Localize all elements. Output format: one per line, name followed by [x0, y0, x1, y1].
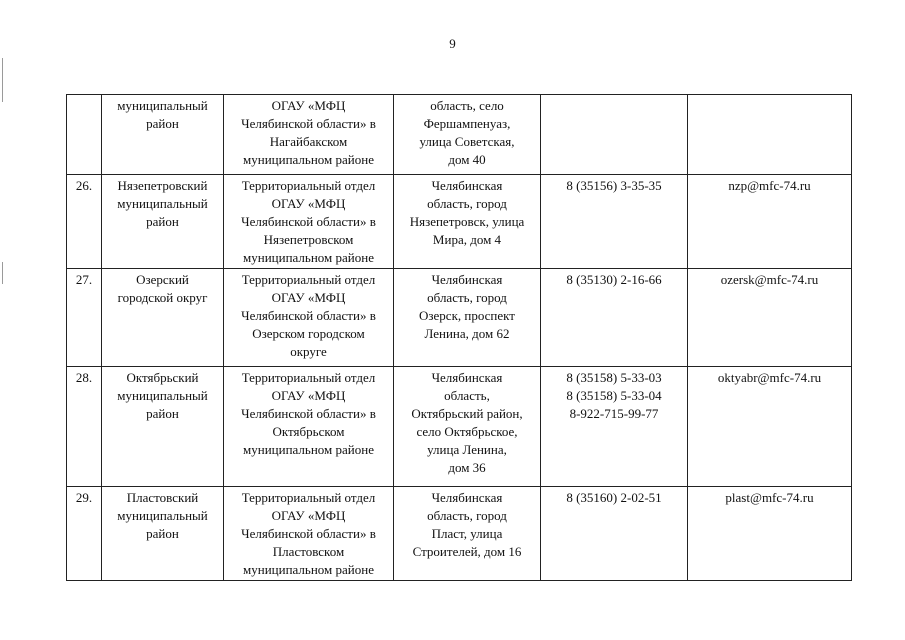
phone-cell	[541, 95, 688, 175]
office-name-cell: Территориальный отдел ОГАУ «МФЦ Челябинской области» в Пластовском муниципальном районе	[224, 487, 394, 581]
table-row	[67, 95, 852, 175]
office-name-cell: Территориальный отдел ОГАУ «МФЦ Челябинской области» в Нязепетровском муниципальном районе	[224, 175, 394, 269]
email-cell	[688, 95, 852, 175]
office-name-cell: ОГАУ «МФЦ Челябинской области» в Нагайбакском муниципальном районе	[224, 95, 394, 175]
municipality-cell: Озерский городской округ	[102, 269, 224, 367]
municipality-cell: муниципальный район	[102, 95, 224, 175]
address-cell: область, село Фершампенуаз, улица Советская, дом 40	[394, 95, 541, 175]
email-cell: plast@mfc-74.ru	[688, 487, 852, 581]
email-cell: oktyabr@mfc-74.ru	[688, 367, 852, 487]
scan-edge-mark-bottom	[2, 262, 3, 284]
address-cell: Челябинская область, город Пласт, улица Строителей, дом 16	[394, 487, 541, 581]
scan-edge-mark-top	[2, 58, 3, 102]
phone-cell: 8 (35158) 5-33-03 8 (35158) 5-33-04 8-922-715-99-77	[541, 367, 688, 487]
municipality-cell: Нязепетровский муниципальный район	[102, 175, 224, 269]
office-name-cell: Территориальный отдел ОГАУ «МФЦ Челябинской области» в Октябрьском муниципальном районе	[224, 367, 394, 487]
municipality-cell: Пластовский муниципальный район	[102, 487, 224, 581]
table-row	[67, 367, 852, 487]
email-cell: nzp@mfc-74.ru	[688, 175, 852, 269]
row-number	[67, 95, 102, 175]
table-row	[67, 269, 852, 367]
row-number: 26.	[67, 175, 102, 269]
office-name-cell: Территориальный отдел ОГАУ «МФЦ Челябинской области» в Озерском городском округе	[224, 269, 394, 367]
phone-cell: 8 (35160) 2-02-51	[541, 487, 688, 581]
email-cell: ozersk@mfc-74.ru	[688, 269, 852, 367]
row-number: 28.	[67, 367, 102, 487]
row-number: 27.	[67, 269, 102, 367]
phone-cell: 8 (35156) 3-35-35	[541, 175, 688, 269]
address-cell: Челябинская область, Октябрьский район, село Октябрьское, улица Ленина, дом 36	[394, 367, 541, 487]
mfc-offices-table	[66, 94, 852, 581]
row-number: 29.	[67, 487, 102, 581]
phone-cell: 8 (35130) 2-16-66	[541, 269, 688, 367]
table-row	[67, 175, 852, 269]
address-cell: Челябинская область, город Озерск, проспект Ленина, дом 62	[394, 269, 541, 367]
page-number: 9	[449, 36, 456, 51]
table-row	[67, 487, 852, 581]
address-cell: Челябинская область, город Нязепетровск, улица Мира, дом 4	[394, 175, 541, 269]
municipality-cell: Октябрьский муниципальный район	[102, 367, 224, 487]
